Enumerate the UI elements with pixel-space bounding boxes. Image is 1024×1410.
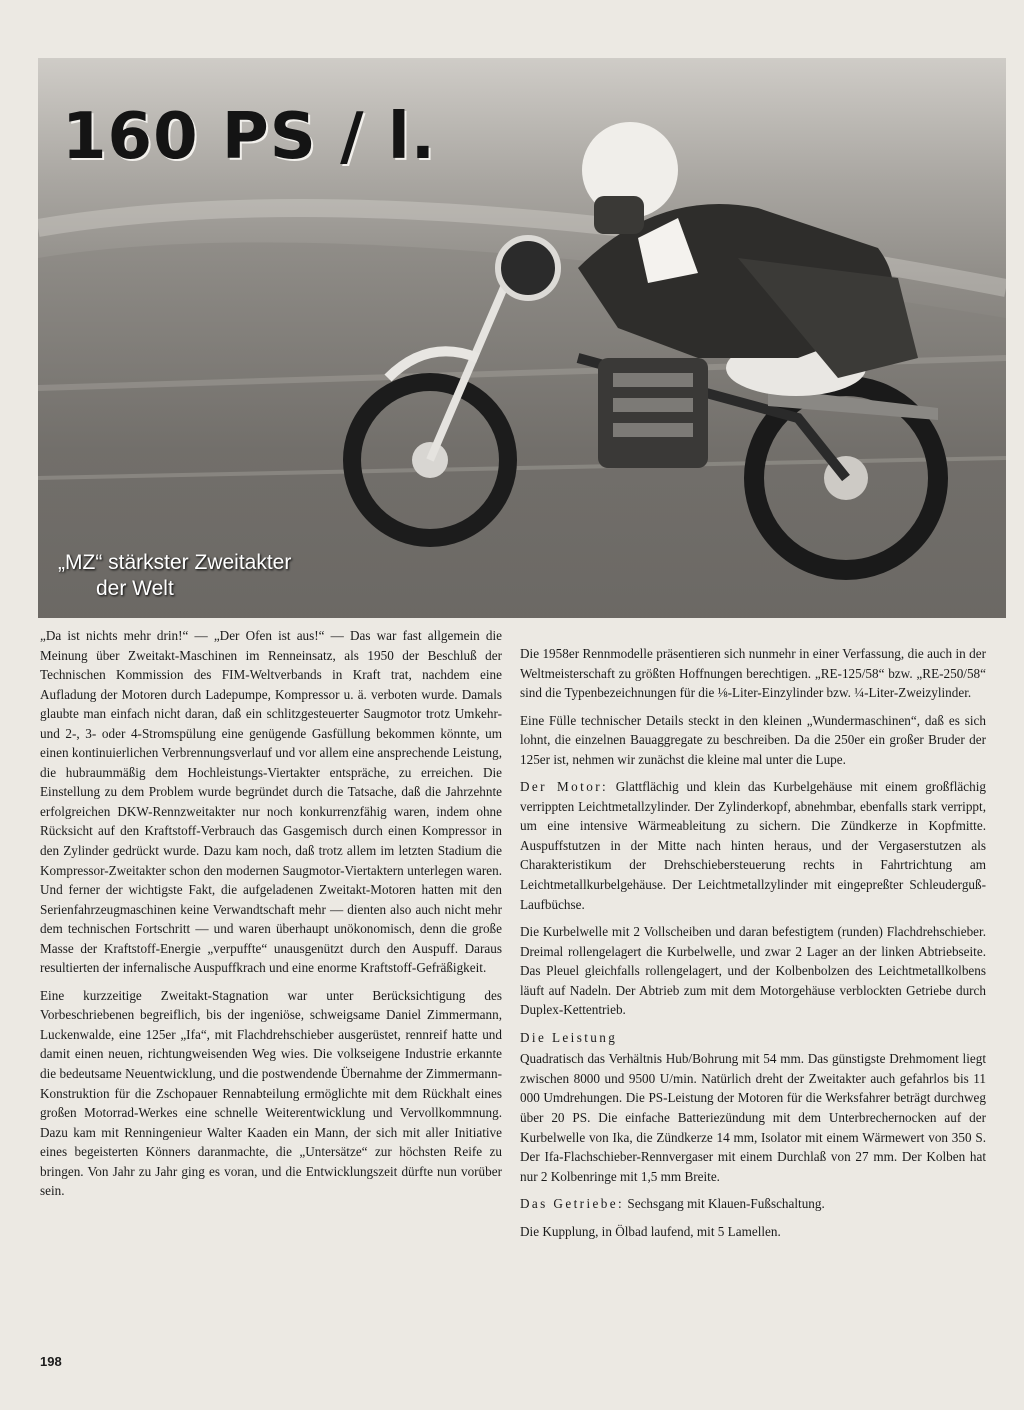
right-column bbox=[520, 644, 986, 1249]
left-paragraph-1: „Da ist nichts mehr drin!“ — „Der Ofen ist aus!“ — Das war fast allgemein die Meinung über Zweitakt-Maschinen im Renneinsatz, als 1950 der Beschluß der Technischen Kommission des FIM-Weltverbands in Kraft trat, nachdem eine Aufladung der Motoren durch Ladepumpe, Kompressor u. ä. verboten wurde. Damals glaubte man einfach nicht daran, daß ein schlitzgesteuerter Saugmotor trotz Umkehr- und 2-, 3- oder 4-Stromspülung eine genügende Gasfüllung bekommen könnte, um einen kontinuierlichen Verbrennungsverlauf und vor allem eine ansprechende Leistung, die hubraummäßig dem Hochleistungs-Viertakter entspräche, zu erreichen. Die Einstellung zu dem Problem wurde begründet durch die Tatsache, daß die Jahrzehnte erfolgreichen DKW-Rennzweitakter nur noch konkurrenzfähig waren, indem ohne Rücksicht auf den Kraftstoff-Verbrauch das Gasgemisch durch einen Kompressor in den Zylinder gedrückt wurde. Dazu kam noch, daß trotz allem im letzten Stadium die Kompressor-Zweitakter schon den modernen Saugmotor-Viertaktern unterlegen waren. Und ferner der wichtigste Fakt, die aufgeladenen Zweitakt-Motoren hatten mit den Serienfahrzeugmaschinen keine Verwandtschaft mehr — dienten also auch nicht mehr dem technischen Fortschritt — und waren überhaupt unökonomisch, denn die große Masse der Kraftstoff-Energie „verpuffte“ unausgenützt durch den Auspuff. Daraus resultierten der infernalische Auspuffkrach und eine enorme Kraftstoff-Gefräßigkeit. bbox=[40, 628, 502, 976]
motor-label: Der Motor: bbox=[520, 779, 609, 795]
left-paragraph-2: Eine kurzzeitige Zweitakt-Stagnation war unter Berücksichtigung des Vorbeschriebenen begreiflich, bis der ingeniöse, schweigsame Daniel Zimmermann, Luckenwalde, eine 125er „Ifa“, mit Flachdrehschieber ausgerüstet, rennreif hatte und damit einen neuen, richtungweisenden Weg wies. Die volkseigene Industrie erkannte die bedeutsame Neuentwicklung, und die postwendende Übernahme der Zimmermann-Konstruktion für die Zschopauer Rennabteilung ermöglichte mit dem Rückhalt eines großen Motorrad-Werkes eine schnelle Weiterentwicklung und Vervollkommnung. Dazu kam mit Renningenieur Walter Kaaden ein Mann, der sich mit aller Initiative eines begeisterten Könners daranmachte, die „Untersätze“ zur höchsten Reife zu bringen. Von Jahr zu Jahr ging es voran, und die Entwicklungszeit dürfte nun vorüber sein. bbox=[40, 987, 502, 1199]
right-paragraph-4: Die Kurbelwelle mit 2 Vollscheiben und daran befestigtem (runden) Flachdrehschieber. Dreimal rollengelagert die Kurbelwelle, und zwar 2 Lager an der linken Abtriebseite. Das Pleuel gleichfalls rollengelagert, und der Kolbenbolzen des Leichtmetallkolbens läuft auf Nadeln. Der Abtrieb zum mit dem Motorgehäuse verblockten Getriebe durch Duplex-Kettentrieb. bbox=[520, 924, 986, 1018]
getriebe-label: Das Getriebe: bbox=[520, 1196, 625, 1212]
right-paragraph-1: Die 1958er Rennmodelle präsentieren sich nunmehr in einer Verfassung, die auch in der Weltmeisterschaft zu größten Hoffnungen berechtigen. „RE-125/58“ bzw. „RE-250/58“ sind die Typenbezeichnungen für die ⅛-Liter-Einzylinder bzw. ¼-Liter-Zweizylinder. bbox=[520, 646, 986, 701]
caption-line-2: der Welt bbox=[96, 577, 174, 600]
motorcycle-photo bbox=[38, 58, 1006, 618]
leistung-heading: Die Leistung bbox=[520, 1029, 618, 1045]
motor-text: Glattflächig und klein das Kurbelgehäuse mit einem großflächig verrippten Leichtmetallzylinder. Der Zylinderkopf, abnehmbar, ebenfalls stark verrippt, um eine intensive Wärmeableitung zu sichern. Die Zündkerze in Kopfmitte. Auspuffstutzen in der Mitte nach hinten heraus, und der Vergaserstutzen als Charakteristikum der Drehschiebersteuerung rechts in Fahrtrichtung am Leichtmetallkurbelgehäuse. Der Leichtmetallzylinder mit eingepreßter Schleuderguß-Laufbüchse. bbox=[520, 779, 986, 912]
getriebe-paragraph bbox=[520, 1194, 986, 1214]
right-paragraph-5: Quadratisch das Verhältnis Hub/Bohrung mit 54 mm. Das günstigste Drehmoment liegt zwischen 8000 und 9500 U/min. Natürlich dreht der Zweitakter auch gefahrlos bis 11 000 Umdrehungen. Die PS-Leistung der Motoren für die Werksfahrer beträgt durchweg über 20 PS. Die einfache Batteriezündung mit dem Unterbrechernocken auf der Kurbelwelle von Ika, die Zündkerze 14 mm, Isolator mit einem Wärmewert von 350 S. Der Ifa-Flachschieber-Rennvergaser mit einem Durchlaß von 27 mm. Der Kolben hat nur 2 Kolbenringe mit 1,5 mm Breite. bbox=[520, 1051, 986, 1184]
page-number: 198 bbox=[40, 1354, 62, 1369]
right-paragraph-2: Eine Fülle technischer Details steckt in den kleinen „Wundermaschinen“, daß es sich lohnt, die einzelnen Bauaggregate zu beschreiben. Da die 250er ein großer Bruder der 125er ist, nehmen wir zunächst die kleine mal unter die Lupe. bbox=[520, 712, 986, 767]
caption-line-1: „MZ“ stärkster Zweitakter bbox=[58, 551, 292, 574]
photo-caption bbox=[58, 550, 358, 602]
left-column bbox=[40, 626, 502, 1209]
getriebe-text: Sechsgang mit Klauen-Fußschaltung. bbox=[624, 1196, 825, 1212]
right-paragraph-7: Die Kupplung, in Ölbad laufend, mit 5 Lamellen. bbox=[520, 1223, 781, 1239]
motor-paragraph bbox=[520, 777, 986, 914]
headline: 160 PS / l. bbox=[62, 100, 437, 174]
